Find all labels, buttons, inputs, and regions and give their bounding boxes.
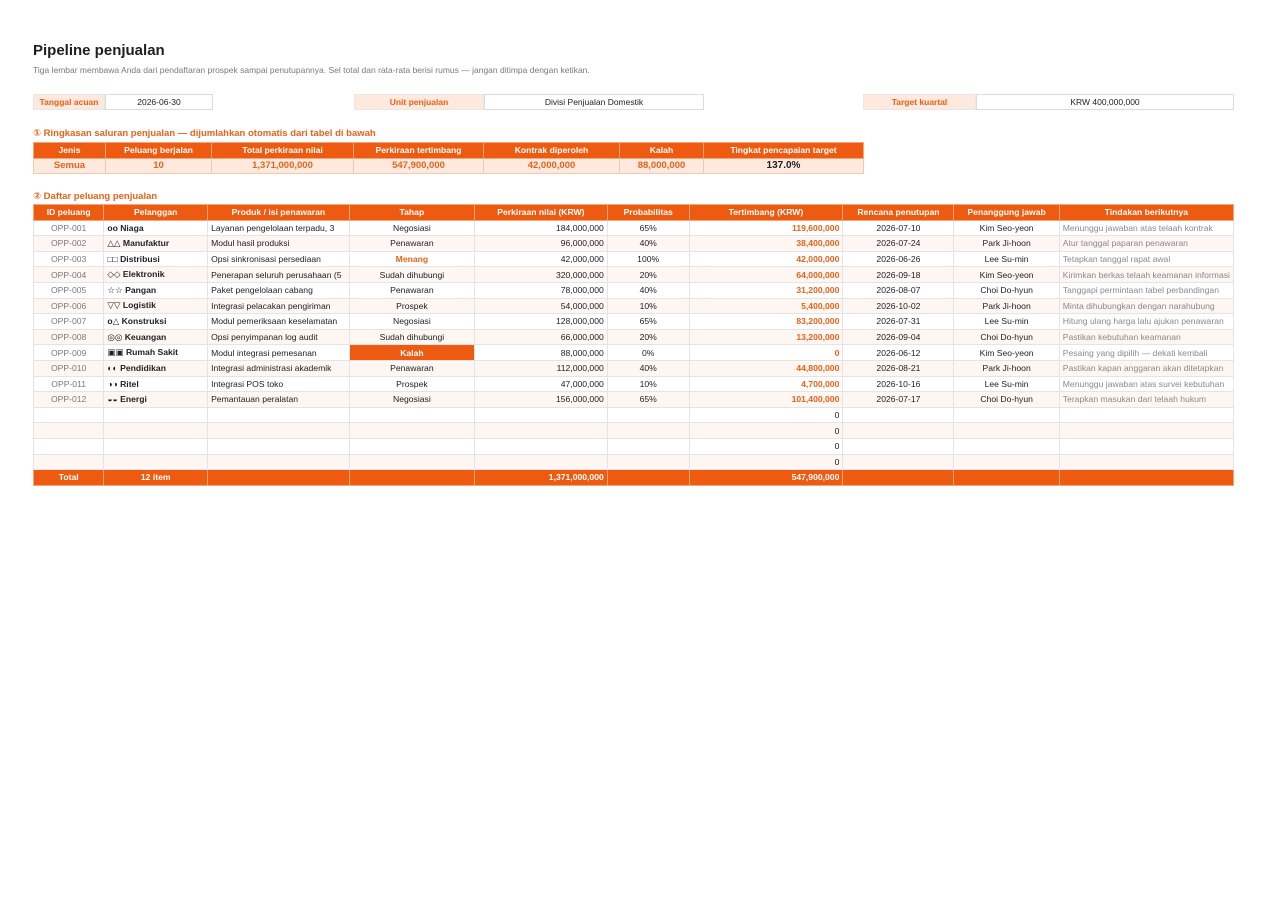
- empty-cell[interactable]: [843, 438, 954, 454]
- empty-cell[interactable]: [349, 423, 474, 439]
- cell-weighted[interactable]: 31,200,000: [689, 282, 843, 298]
- cell-owner[interactable]: Park Ji-hoon: [954, 360, 1059, 376]
- table-row[interactable]: [34, 360, 1234, 376]
- empty-cell[interactable]: [607, 470, 689, 486]
- empty-table-row[interactable]: [34, 423, 1234, 439]
- cell-owner[interactable]: Park Ji-hoon: [954, 236, 1059, 252]
- cell-stage[interactable]: Prospek: [349, 298, 474, 314]
- cell-next-action[interactable]: Minta dihubungkan dengan narahubung: [1059, 298, 1233, 314]
- column-header[interactable]: Perkiraan nilai (KRW): [475, 205, 608, 221]
- cell-probability[interactable]: 20%: [607, 267, 689, 283]
- empty-cell[interactable]: [208, 438, 350, 454]
- cell-deal-id[interactable]: OPP-007: [34, 314, 104, 330]
- cell-product[interactable]: Paket pengelolaan cabang: [208, 282, 350, 298]
- meta-label: Unit penjualan: [354, 94, 484, 110]
- empty-cell[interactable]: [954, 407, 1059, 423]
- cell-product[interactable]: Layanan pengelolaan terpadu, 3: [208, 220, 350, 236]
- cell-owner[interactable]: Choi Do-hyun: [954, 282, 1059, 298]
- empty-cell[interactable]: [954, 454, 1059, 470]
- cell-customer[interactable]: ◇◇ Elektronik: [104, 267, 208, 283]
- cell-close-date[interactable]: 2026-09-18: [843, 267, 954, 283]
- column-header[interactable]: Tahap: [349, 205, 474, 221]
- column-header[interactable]: Produk / isi penawaran: [208, 205, 350, 221]
- cell-weighted[interactable]: 13,200,000: [689, 329, 843, 345]
- deals-body: [34, 220, 1234, 485]
- cell-close-date[interactable]: 2026-06-12: [843, 345, 954, 361]
- cell-value[interactable]: 128,000,000: [475, 314, 608, 330]
- cell-owner[interactable]: Lee Su-min: [954, 376, 1059, 392]
- cell-owner[interactable]: Lee Su-min: [954, 314, 1059, 330]
- cell-weighted[interactable]: 0: [689, 407, 843, 423]
- cell-next-action[interactable]: Pastikan kapan anggaran akan ditetapkan: [1059, 360, 1233, 376]
- empty-cell[interactable]: [349, 407, 474, 423]
- cell-weighted[interactable]: 5,400,000: [689, 298, 843, 314]
- total-label[interactable]: Total: [34, 470, 104, 486]
- empty-cell[interactable]: [954, 470, 1059, 486]
- cell-close-date[interactable]: 2026-09-04: [843, 329, 954, 345]
- cell-deal-id[interactable]: OPP-003: [34, 251, 104, 267]
- cell-next-action[interactable]: Atur tanggal paparan penawaran: [1059, 236, 1233, 252]
- cell-close-date[interactable]: 2026-08-21: [843, 360, 954, 376]
- cell-stage[interactable]: Menang: [349, 251, 474, 267]
- summary-cell-open-deals[interactable]: 10: [106, 158, 212, 174]
- cell-customer[interactable]: △△ Manufaktur: [104, 236, 208, 252]
- table-row[interactable]: [34, 392, 1234, 408]
- meta-row: [33, 94, 1234, 110]
- empty-cell[interactable]: [475, 438, 608, 454]
- cell-owner[interactable]: Kim Seo-yeon: [954, 345, 1059, 361]
- cell-weighted[interactable]: 4,700,000: [689, 376, 843, 392]
- cell-deal-id[interactable]: OPP-009: [34, 345, 104, 361]
- summary-header: Jenis: [34, 143, 106, 159]
- empty-cell[interactable]: [34, 454, 104, 470]
- cell-value[interactable]: 42,000,000: [475, 251, 608, 267]
- empty-cell[interactable]: [104, 407, 208, 423]
- table-row[interactable]: [34, 220, 1234, 236]
- cell-stage[interactable]: Penawaran: [349, 236, 474, 252]
- cell-close-date[interactable]: 2026-06-26: [843, 251, 954, 267]
- cell-stage[interactable]: Sudah dihubungi: [349, 329, 474, 345]
- deals-section-title: ② Daftar peluang penjualan: [33, 191, 158, 202]
- empty-cell[interactable]: [475, 423, 608, 439]
- cell-stage[interactable]: Penawaran: [349, 282, 474, 298]
- cell-next-action[interactable]: Pastikan kebutuhan keamanan: [1059, 329, 1233, 345]
- cell-deal-id[interactable]: OPP-004: [34, 267, 104, 283]
- spreadsheet-sheet: [33, 42, 1234, 483]
- table-row[interactable]: [34, 376, 1234, 392]
- cell-value[interactable]: 78,000,000: [475, 282, 608, 298]
- cell-owner[interactable]: Choi Do-hyun: [954, 392, 1059, 408]
- meta-reference-date: [33, 94, 213, 110]
- empty-cell[interactable]: [208, 423, 350, 439]
- empty-cell[interactable]: [607, 407, 689, 423]
- cell-weighted[interactable]: 0: [689, 438, 843, 454]
- cell-value[interactable]: 66,000,000: [475, 329, 608, 345]
- cell-stage[interactable]: Kalah: [349, 345, 474, 361]
- cell-probability[interactable]: 40%: [607, 360, 689, 376]
- summary-row: [34, 158, 864, 174]
- cell-product[interactable]: Integrasi administrasi akademik: [208, 360, 350, 376]
- empty-cell[interactable]: [104, 423, 208, 439]
- cell-value[interactable]: 88,000,000: [475, 345, 608, 361]
- cell-deal-id[interactable]: OPP-005: [34, 282, 104, 298]
- cell-product[interactable]: Modul pemeriksaan keselamatan: [208, 314, 350, 330]
- cell-product[interactable]: Opsi sinkronisasi persediaan: [208, 251, 350, 267]
- summary-cell-won[interactable]: 42,000,000: [484, 158, 620, 174]
- cell-owner[interactable]: Park Ji-hoon: [954, 298, 1059, 314]
- column-header[interactable]: Penanggung jawab: [954, 205, 1059, 221]
- cell-deal-id[interactable]: OPP-011: [34, 376, 104, 392]
- cell-customer[interactable]: ▽▽ Logistik: [104, 298, 208, 314]
- cell-value[interactable]: 47,000,000: [475, 376, 608, 392]
- meta-value-cell[interactable]: 2026-06-30: [105, 94, 213, 110]
- summary-header: Perkiraan tertimbang: [354, 143, 484, 159]
- table-row[interactable]: [34, 251, 1234, 267]
- cell-product[interactable]: Opsi penyimpanan log audit: [208, 329, 350, 345]
- empty-cell[interactable]: [843, 407, 954, 423]
- empty-cell[interactable]: [954, 423, 1059, 439]
- summary-header: Tingkat pencapaian target: [704, 143, 864, 159]
- cell-weighted[interactable]: 44,800,000: [689, 360, 843, 376]
- cell-customer[interactable]: ◎◎ Keuangan: [104, 329, 208, 345]
- cell-customer[interactable]: ◐◐ Pendidikan: [104, 360, 208, 376]
- meta-quarter-target: [863, 94, 1234, 110]
- cell-value[interactable]: 96,000,000: [475, 236, 608, 252]
- cell-deal-id[interactable]: OPP-002: [34, 236, 104, 252]
- cell-customer[interactable]: □□ Distribusi: [104, 251, 208, 267]
- summary-cell-total-value[interactable]: 1,371,000,000: [212, 158, 354, 174]
- cell-next-action[interactable]: Tanggapi permintaan tabel perbandingan: [1059, 282, 1233, 298]
- cell-stage[interactable]: Penawaran: [349, 360, 474, 376]
- empty-cell[interactable]: [1059, 438, 1233, 454]
- page-title: Pipeline penjualan: [33, 42, 165, 59]
- cell-product[interactable]: Modul hasil produksi: [208, 236, 350, 252]
- empty-cell[interactable]: [349, 438, 474, 454]
- meta-label: Tanggal acuan: [33, 94, 105, 110]
- cell-product[interactable]: Penerapan seluruh perusahaan (5: [208, 267, 350, 283]
- empty-table-row[interactable]: [34, 454, 1234, 470]
- cell-value[interactable]: 184,000,000: [475, 220, 608, 236]
- cell-customer[interactable]: oo Niaga: [104, 220, 208, 236]
- cell-stage[interactable]: Prospek: [349, 376, 474, 392]
- table-row[interactable]: [34, 267, 1234, 283]
- total-value[interactable]: 1,371,000,000: [475, 470, 608, 486]
- empty-cell[interactable]: [34, 407, 104, 423]
- empty-cell[interactable]: [843, 454, 954, 470]
- empty-cell[interactable]: [1059, 423, 1233, 439]
- empty-cell[interactable]: [104, 454, 208, 470]
- column-header[interactable]: Pelanggan: [104, 205, 208, 221]
- cell-probability[interactable]: 65%: [607, 220, 689, 236]
- total-weighted[interactable]: 547,900,000: [689, 470, 843, 486]
- empty-cell[interactable]: [349, 454, 474, 470]
- empty-cell[interactable]: [208, 470, 350, 486]
- cell-customer[interactable]: ◒◒ Energi: [104, 392, 208, 408]
- empty-table-row[interactable]: [34, 407, 1234, 423]
- table-row[interactable]: [34, 282, 1234, 298]
- empty-cell[interactable]: [843, 470, 954, 486]
- cell-product[interactable]: Integrasi POS toko: [208, 376, 350, 392]
- cell-product[interactable]: Integrasi pelacakan pengiriman: [208, 298, 350, 314]
- cell-next-action[interactable]: Terapkan masukan dari telaah hukum: [1059, 392, 1233, 408]
- cell-next-action[interactable]: Tetapkan tanggal rapat awal: [1059, 251, 1233, 267]
- cell-probability[interactable]: 20%: [607, 329, 689, 345]
- cell-probability[interactable]: 40%: [607, 236, 689, 252]
- empty-cell[interactable]: [475, 407, 608, 423]
- cell-weighted[interactable]: 0: [689, 345, 843, 361]
- table-row[interactable]: [34, 236, 1234, 252]
- cell-deal-id[interactable]: OPP-008: [34, 329, 104, 345]
- cell-close-date[interactable]: 2026-10-16: [843, 376, 954, 392]
- summary-cell-achievement[interactable]: 137.0%: [704, 158, 864, 174]
- meta-value-cell[interactable]: KRW 400,000,000: [976, 94, 1234, 110]
- cell-weighted[interactable]: 0: [689, 454, 843, 470]
- cell-owner[interactable]: Lee Su-min: [954, 251, 1059, 267]
- cell-value[interactable]: 156,000,000: [475, 392, 608, 408]
- cell-weighted[interactable]: 119,600,000: [689, 220, 843, 236]
- empty-cell[interactable]: [208, 407, 350, 423]
- column-header[interactable]: Tindakan berikutnya: [1059, 205, 1233, 221]
- meta-value-cell[interactable]: Divisi Penjualan Domestik: [484, 94, 704, 110]
- cell-weighted[interactable]: 83,200,000: [689, 314, 843, 330]
- cell-probability[interactable]: 100%: [607, 251, 689, 267]
- empty-cell[interactable]: [607, 438, 689, 454]
- cell-customer[interactable]: o△ Konstruksi: [104, 314, 208, 330]
- summary-header-row: [34, 143, 864, 159]
- cell-weighted[interactable]: 0: [689, 423, 843, 439]
- cell-probability[interactable]: 10%: [607, 376, 689, 392]
- cell-deal-id[interactable]: OPP-001: [34, 220, 104, 236]
- column-header[interactable]: Tertimbang (KRW): [689, 205, 843, 221]
- cell-probability[interactable]: 10%: [607, 298, 689, 314]
- empty-cell[interactable]: [34, 438, 104, 454]
- column-header[interactable]: Probabilitas: [607, 205, 689, 221]
- cell-deal-id[interactable]: OPP-006: [34, 298, 104, 314]
- empty-cell[interactable]: [1059, 470, 1233, 486]
- cell-close-date[interactable]: 2026-10-02: [843, 298, 954, 314]
- empty-cell[interactable]: [104, 438, 208, 454]
- empty-cell[interactable]: [1059, 454, 1233, 470]
- cell-customer[interactable]: ☆☆ Pangan: [104, 282, 208, 298]
- summary-header: Total perkiraan nilai: [212, 143, 354, 159]
- cell-weighted[interactable]: 101,400,000: [689, 392, 843, 408]
- cell-product[interactable]: Modul integrasi pemesanan: [208, 345, 350, 361]
- meta-label: Target kuartal: [863, 94, 976, 110]
- cell-next-action[interactable]: Menunggu jawaban atas survei kebutuhan: [1059, 376, 1233, 392]
- summary-cell-weighted[interactable]: 547,900,000: [354, 158, 484, 174]
- cell-weighted[interactable]: 64,000,000: [689, 267, 843, 283]
- summary-cell-type[interactable]: Semua: [34, 158, 106, 174]
- empty-cell[interactable]: [607, 423, 689, 439]
- table-row[interactable]: [34, 329, 1234, 345]
- cell-close-date[interactable]: 2026-08-07: [843, 282, 954, 298]
- cell-close-date[interactable]: 2026-07-10: [843, 220, 954, 236]
- cell-owner[interactable]: Kim Seo-yeon: [954, 220, 1059, 236]
- table-row[interactable]: [34, 314, 1234, 330]
- empty-cell[interactable]: [954, 438, 1059, 454]
- summary-header: Kontrak diperoleh: [484, 143, 620, 159]
- cell-stage[interactable]: Negosiasi: [349, 314, 474, 330]
- cell-next-action[interactable]: Hitung ulang harga lalu ajukan penawaran: [1059, 314, 1233, 330]
- cell-value[interactable]: 112,000,000: [475, 360, 608, 376]
- cell-next-action[interactable]: Pesaing yang dipilih — dekati kembali: [1059, 345, 1233, 361]
- cell-close-date[interactable]: 2026-07-24: [843, 236, 954, 252]
- empty-cell[interactable]: [1059, 407, 1233, 423]
- cell-customer[interactable]: ▣▣ Rumah Sakit: [104, 345, 208, 361]
- meta-sales-unit: [354, 94, 704, 110]
- deals-header-row: [34, 205, 1234, 221]
- cell-deal-id[interactable]: OPP-010: [34, 360, 104, 376]
- table-row[interactable]: [34, 345, 1234, 361]
- cell-next-action[interactable]: Kirimkan berkas telaah keamanan informasi: [1059, 267, 1233, 283]
- cell-stage[interactable]: Negosiasi: [349, 220, 474, 236]
- summary-header: Kalah: [620, 143, 704, 159]
- page-subtitle: Tiga lembar membawa Anda dari pendaftaran prospek sampai penutupannya. Sel total dan rata-rata berisi rumus — jangan ditimpa dengan ketikan.: [33, 65, 590, 75]
- column-header[interactable]: ID peluang: [34, 205, 104, 221]
- cell-value[interactable]: 54,000,000: [475, 298, 608, 314]
- empty-cell[interactable]: [34, 423, 104, 439]
- cell-probability[interactable]: 0%: [607, 345, 689, 361]
- cell-next-action[interactable]: Menunggu jawaban atas telaah kontrak: [1059, 220, 1233, 236]
- cell-stage[interactable]: Negosiasi: [349, 392, 474, 408]
- cell-customer[interactable]: ◑◑ Ritel: [104, 376, 208, 392]
- cell-stage[interactable]: Sudah dihubungi: [349, 267, 474, 283]
- cell-owner[interactable]: Kim Seo-yeon: [954, 267, 1059, 283]
- cell-weighted[interactable]: 38,400,000: [689, 236, 843, 252]
- empty-cell[interactable]: [843, 423, 954, 439]
- summary-table: [33, 142, 864, 174]
- deals-table: [33, 204, 1234, 486]
- cell-value[interactable]: 320,000,000: [475, 267, 608, 283]
- empty-cell[interactable]: [475, 454, 608, 470]
- table-row[interactable]: [34, 298, 1234, 314]
- summary-section-title: ① Ringkasan saluran penjualan — dijumlahkan otomatis dari tabel di bawah: [33, 128, 376, 139]
- cell-close-date[interactable]: 2026-07-17: [843, 392, 954, 408]
- cell-close-date[interactable]: 2026-07-31: [843, 314, 954, 330]
- total-row: [34, 470, 1234, 486]
- empty-cell[interactable]: [208, 454, 350, 470]
- cell-weighted[interactable]: 42,000,000: [689, 251, 843, 267]
- cell-product[interactable]: Pemantauan peralatan: [208, 392, 350, 408]
- empty-cell[interactable]: [349, 470, 474, 486]
- summary-cell-lost[interactable]: 88,000,000: [620, 158, 704, 174]
- empty-cell[interactable]: [607, 454, 689, 470]
- column-header[interactable]: Rencana penutupan: [843, 205, 954, 221]
- cell-owner[interactable]: Choi Do-hyun: [954, 329, 1059, 345]
- cell-deal-id[interactable]: OPP-012: [34, 392, 104, 408]
- cell-probability[interactable]: 40%: [607, 282, 689, 298]
- cell-probability[interactable]: 65%: [607, 314, 689, 330]
- summary-header: Peluang berjalan: [106, 143, 212, 159]
- total-count[interactable]: 12 item: [104, 470, 208, 486]
- cell-probability[interactable]: 65%: [607, 392, 689, 408]
- empty-table-row[interactable]: [34, 438, 1234, 454]
